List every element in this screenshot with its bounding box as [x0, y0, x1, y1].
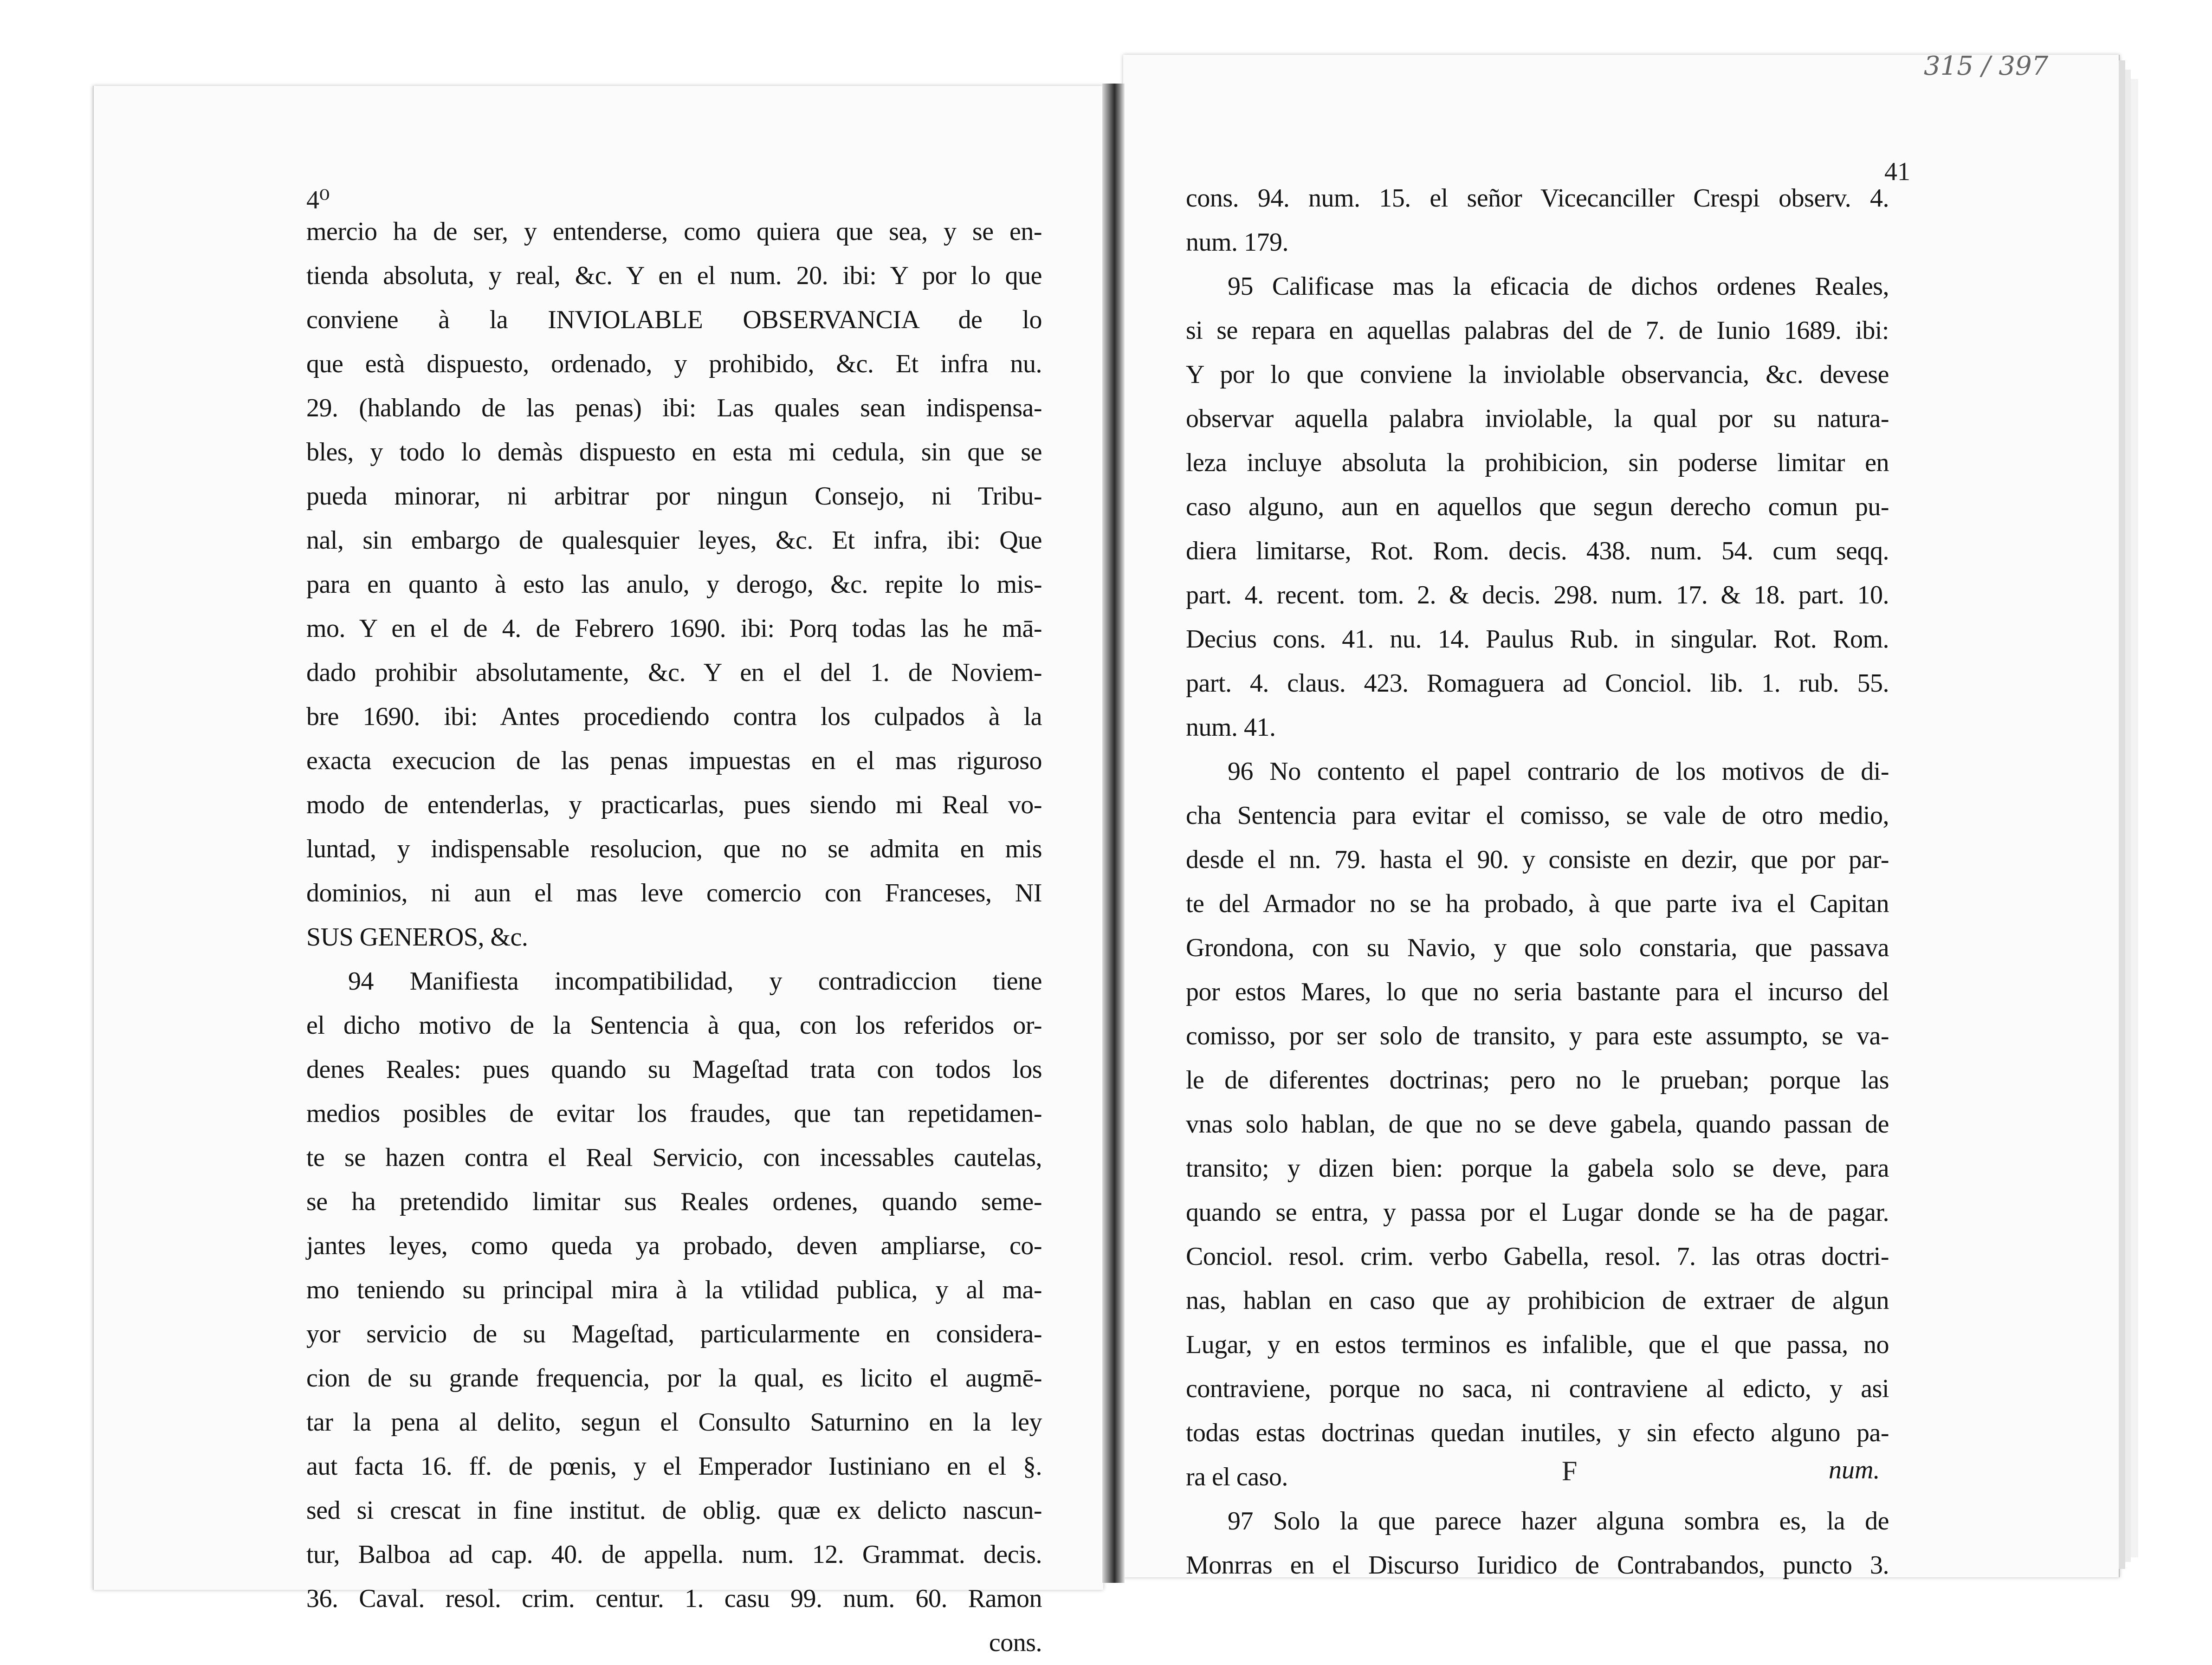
text-line: conviene à la INVIOLABLE OBSERVANCIA de lo: [306, 305, 1042, 334]
text-line: yor servicio de su Mageſtad, particularmente en considera-: [306, 1320, 1042, 1348]
text-line: si se repara en aquellas palabras del de 7. de Iunio 1689. ibi:: [1186, 316, 1889, 345]
text-line: desde el nn. 79. hasta el 90. y consiste en dezir, que por par-: [1186, 845, 1889, 874]
left-page-text: [306, 210, 1042, 1665]
text-line: comisso, por ser solo de transito, y para este assumpto, se va-: [1186, 1022, 1889, 1050]
text-line: nas, hablan en caso que ay prohibicion de extraer de algun: [1186, 1286, 1889, 1315]
text-line: modo de entenderlas, y practicarlas, pues siendo mi Real vo-: [306, 790, 1042, 819]
text-line: num. 179.: [1186, 228, 1289, 257]
right-folio-number: 41: [1884, 157, 1910, 186]
text-line: todas estas doctrinas quedan inutiles, y sin efecto alguno pa-: [1186, 1419, 1889, 1447]
page-edge: [2125, 70, 2131, 1562]
text-line: dado prohibir absolutamente, &c. Y en el del 1. de Noviem-: [306, 658, 1042, 687]
text-line: num. 41.: [1186, 713, 1276, 742]
text-line: sed si crescat in fine institut. de oblig. quæ ex delicto nascun-: [306, 1496, 1042, 1525]
text-line: dominios, ni aun el mas leve comercio con Franceses, NI: [306, 879, 1042, 907]
text-line: vnas solo hablan, de que no se deve gabela, quando passan de: [1186, 1110, 1889, 1139]
text-line: exacta execucion de las penas impuestas en el mas riguroso: [306, 746, 1042, 775]
text-line: le de diferentes doctrinas; pero no le prueban; porque las: [1186, 1066, 1889, 1095]
text-line: se ha pretendido limitar sus Reales ordenes, quando seme-: [306, 1187, 1042, 1216]
text-line: luntad, y indispensable resolucion, que no se admita en mis: [306, 835, 1042, 863]
text-line: Y por lo que conviene la inviolable observancia, &c. devese: [1186, 360, 1889, 389]
signature-mark: F: [1562, 1456, 1578, 1486]
text-line: part. 4. claus. 423. Romaguera ad Conciol. lib. 1. rub. 55.: [1186, 669, 1889, 698]
text-line: te del Armador no se ha probado, à que parte iva el Capitan: [1186, 889, 1889, 918]
text-line: observar aquella palabra inviolable, la qual por su natura-: [1186, 404, 1889, 433]
text-line: quando se entra, y passa por el Lugar donde se ha de pagar.: [1186, 1198, 1889, 1227]
text-line: tur, Balboa ad cap. 40. de appella. num. 12. Grammat. decis.: [306, 1540, 1042, 1569]
paragraph-96-start: 96 No contento el papel contrario de los motivos de di-: [1228, 757, 1889, 786]
text-line: leza incluye absoluta la prohibicion, sin poderse limitar en: [1186, 448, 1889, 477]
text-line: transito; y dizen bien: porque la gabela solo se deve, para: [1186, 1154, 1889, 1183]
paragraph-97-start: 97 Solo la que parece hazer alguna sombra es, la de: [1228, 1507, 1889, 1535]
text-line: que està dispuesto, ordenado, y prohibido, &c. Et infra nu.: [306, 350, 1042, 378]
text-line: mo teniendo su principal mira à la vtilidad publica, y al ma-: [306, 1276, 1042, 1304]
text-line: 29. (hablando de las penas) ibi: Las quales sean indispensa-: [306, 394, 1042, 422]
book-gutter: [1102, 84, 1125, 1583]
text-line: ra el caso.: [1186, 1463, 1288, 1491]
text-line: te se hazen contra el Real Servicio, con incessables cautelas,: [306, 1143, 1042, 1172]
text-line: medios posibles de evitar los fraudes, que tan repetidamen-: [306, 1099, 1042, 1128]
text-line: para en quanto à esto las anulo, y derogo, &c. repite lo mis-: [306, 570, 1042, 599]
catchword: cons.: [989, 1628, 1042, 1657]
text-line: aut facta 16. ff. de pœnis, y el Emperador Iustiniano en el §.: [306, 1452, 1042, 1481]
text-line: cha Sentencia para evitar el comisso, se vale de otro medio,: [1186, 801, 1889, 830]
text-line: contraviene, porque no saca, ni contraviene al edicto, y asi: [1186, 1374, 1889, 1403]
text-line: tienda absoluta, y real, &c. Y en el num. 20. ibi: Y por lo que: [306, 261, 1042, 290]
text-line: denes Reales: pues quando su Mageſtad trata con todos los: [306, 1055, 1042, 1084]
text-line: Lugar, y en estos terminos es infalible, que el que passa, no: [1186, 1330, 1889, 1359]
page-edge: [2119, 60, 2125, 1569]
paragraph-95-start: 95 Calificase mas la eficacia de dichos ordenes Reales,: [1228, 272, 1889, 301]
text-line: caso alguno, aun en aquellos que segun derecho comun pu-: [1186, 492, 1889, 521]
text-line: cion de su grande frequencia, por la qual, es licito el augmē-: [306, 1364, 1042, 1393]
manuscript-folio-note: 315 / 397: [1924, 51, 2049, 81]
text-line: bles, y todo lo demàs dispuesto en esta mi cedula, sin que se: [306, 438, 1042, 466]
text-line: Grondona, con su Navio, y que solo constaria, que passava: [1186, 933, 1889, 962]
text-line: tar la pena al delito, segun el Consulto Saturnino en la ley: [306, 1408, 1042, 1437]
text-line: SUS GENEROS, &c.: [306, 923, 528, 952]
text-line: el dicho motivo de la Sentencia à qua, con los referidos or-: [306, 1011, 1042, 1040]
page-edge: [2131, 79, 2138, 1557]
text-line: bre 1690. ibi: Antes procediendo contra los culpados à la: [306, 702, 1042, 731]
left-folio-number: 4⁰: [306, 186, 330, 214]
text-line: Conciol. resol. crim. verbo Gabella, resol. 7. las otras doctri-: [1186, 1242, 1889, 1271]
text-line: nal, sin embargo de qualesquier leyes, &c. Et infra, ibi: Que: [306, 526, 1042, 555]
text-line: Monrras en el Discurso Iuridico de Contrabandos, puncto 3.: [1186, 1551, 1889, 1580]
text-line: por estos Mares, lo que no seria bastante para el incurso del: [1186, 978, 1889, 1006]
text-line: mercio ha de ser, y entenderse, como quiera que sea, y se en-: [306, 217, 1042, 246]
text-line: part. 4. recent. tom. 2. & decis. 298. num. 17. & 18. part. 10.: [1186, 581, 1889, 609]
right-page-text: [1186, 176, 1889, 1587]
paragraph-94-start: 94 Manifiesta incompatibilidad, y contradiccion tiene: [348, 967, 1042, 996]
text-line: mo. Y en el de 4. de Febrero 1690. ibi: Porq todas las he mā-: [306, 614, 1042, 643]
catchword: num.: [1829, 1456, 1880, 1484]
text-line: diera limitarse, Rot. Rom. decis. 438. num. 54. cum seqq.: [1186, 537, 1889, 565]
text-line: jantes leyes, como queda ya probado, deven ampliarse, co-: [306, 1231, 1042, 1260]
text-line: pueda minorar, ni arbitrar por ningun Consejo, ni Tribu-: [306, 482, 1042, 511]
text-line: Decius cons. 41. nu. 14. Paulus Rub. in singular. Rot. Rom.: [1186, 625, 1889, 654]
text-line: cons. 94. num. 15. el señor Vicecanciller Crespi observ. 4.: [1186, 184, 1889, 213]
text-line: 36. Caval. resol. crim. centur. 1. casu 99. num. 60. Ramon: [306, 1584, 1042, 1613]
